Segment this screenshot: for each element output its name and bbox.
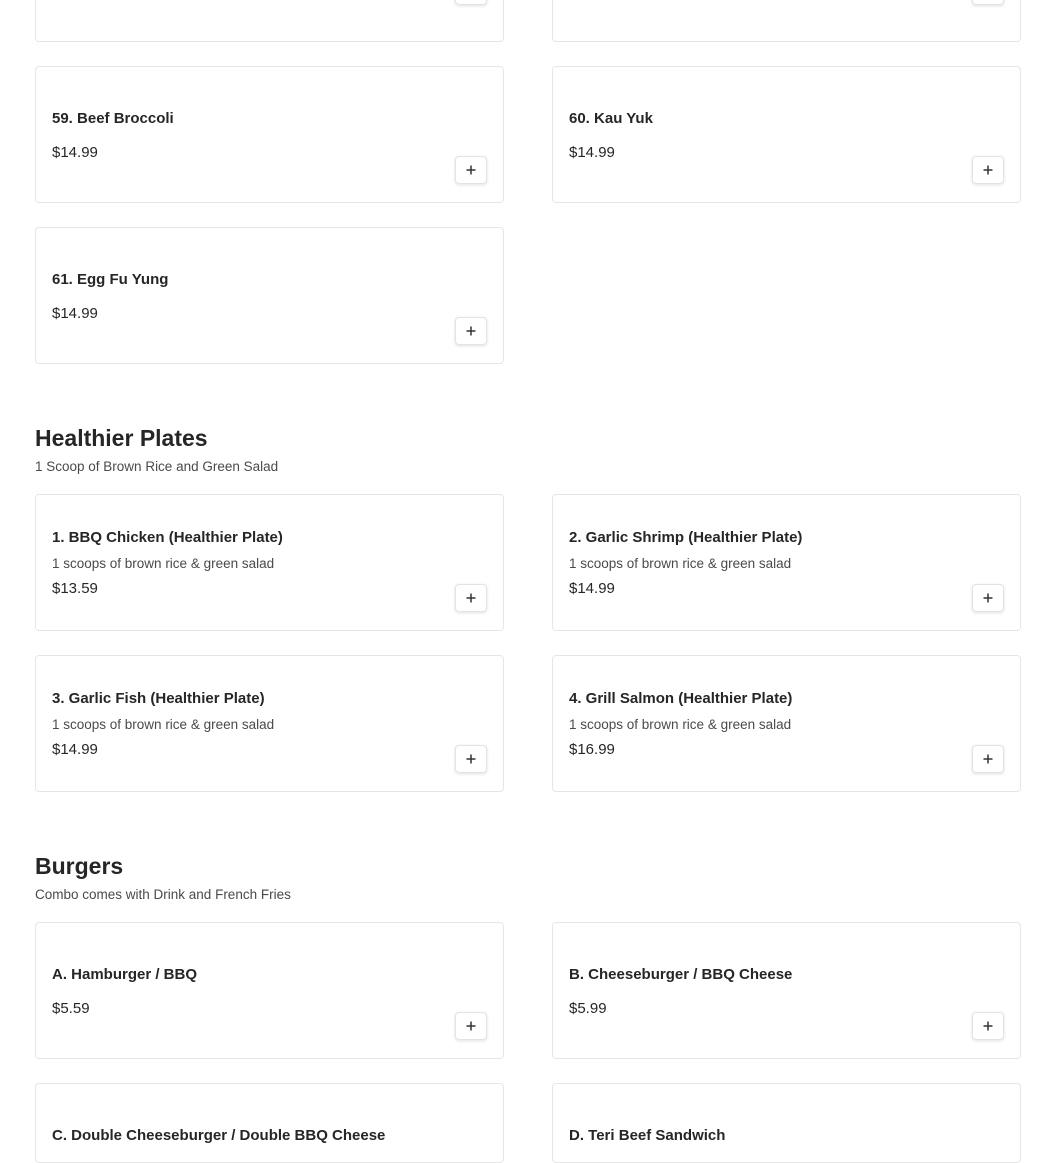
plus-icon xyxy=(982,164,994,176)
item-price: $14.99 xyxy=(52,144,98,161)
plus-icon xyxy=(982,1020,994,1032)
item-name: 1. BBQ Chicken (Healthier Plate) xyxy=(52,529,283,546)
section-description: Combo comes with Drink and French Fries xyxy=(35,887,291,902)
menu-item-card[interactable] xyxy=(552,1083,1021,1163)
item-name: 3. Garlic Fish (Healthier Plate) xyxy=(52,690,265,707)
section-description: 1 Scoop of Brown Rice and Green Salad xyxy=(35,459,279,474)
plus-icon xyxy=(465,592,477,604)
item-price: $5.99 xyxy=(569,1000,607,1017)
item-name: 60. Kau Yuk xyxy=(569,110,653,127)
menu-item-card[interactable] xyxy=(35,494,504,631)
item-name: D. Teri Beef Sandwich xyxy=(569,1127,726,1144)
item-description: 1 scoops of brown rice & green salad xyxy=(52,717,275,732)
menu-item-card[interactable] xyxy=(35,66,504,203)
item-name: C. Double Cheeseburger / Double BBQ Cheese xyxy=(52,1127,386,1144)
menu-item-card[interactable] xyxy=(552,66,1021,203)
item-name: 59. Beef Broccoli xyxy=(52,110,174,127)
item-description: 1 scoops of brown rice & green salad xyxy=(569,717,792,732)
add-item-button[interactable] xyxy=(455,1012,487,1040)
plus-icon xyxy=(982,592,994,604)
add-item-button[interactable] xyxy=(455,156,487,184)
item-price: $14.99 xyxy=(52,305,98,322)
menu-item-card[interactable] xyxy=(35,0,504,42)
section-title: Healthier Plates xyxy=(35,425,208,451)
add-item-button[interactable] xyxy=(455,745,487,773)
plus-icon xyxy=(465,753,477,765)
section-title: Burgers xyxy=(35,853,124,879)
item-price: $13.59 xyxy=(52,580,98,597)
item-name: A. Hamburger / BBQ xyxy=(52,966,198,983)
item-price: $14.99 xyxy=(569,144,615,161)
item-name: 2. Garlic Shrimp (Healthier Plate) xyxy=(569,529,803,546)
add-item-button[interactable] xyxy=(455,584,487,612)
item-price: $14.99 xyxy=(569,580,615,597)
item-description: 1 scoops of brown rice & green salad xyxy=(52,556,275,571)
plus-icon xyxy=(465,1020,477,1032)
menu-item-card[interactable] xyxy=(35,655,504,792)
plus-icon xyxy=(982,753,994,765)
add-item-button[interactable] xyxy=(455,317,487,345)
item-price: $14.99 xyxy=(52,741,98,758)
menu-item-card[interactable] xyxy=(35,1083,504,1163)
menu-item-card[interactable] xyxy=(552,655,1021,792)
plus-icon xyxy=(465,164,477,176)
menu-item-card[interactable] xyxy=(552,494,1021,631)
item-name: B. Cheeseburger / BBQ Cheese xyxy=(569,966,793,983)
item-price: $16.99 xyxy=(569,741,615,758)
add-item-button[interactable] xyxy=(972,584,1004,612)
menu-item-card[interactable] xyxy=(552,922,1021,1059)
add-item-button[interactable] xyxy=(455,0,487,5)
add-item-button[interactable] xyxy=(972,1012,1004,1040)
add-item-button[interactable] xyxy=(972,0,1004,5)
item-name: 4. Grill Salmon (Healthier Plate) xyxy=(569,690,793,707)
add-item-button[interactable] xyxy=(972,745,1004,773)
add-item-button[interactable] xyxy=(972,156,1004,184)
item-name: 61. Egg Fu Yung xyxy=(52,271,169,288)
item-price: $5.59 xyxy=(52,1000,90,1017)
item-description: 1 scoops of brown rice & green salad xyxy=(569,556,792,571)
menu-item-card[interactable] xyxy=(35,922,504,1059)
menu-item-card[interactable] xyxy=(35,227,504,364)
plus-icon xyxy=(465,325,477,337)
menu-item-card[interactable] xyxy=(552,0,1021,42)
